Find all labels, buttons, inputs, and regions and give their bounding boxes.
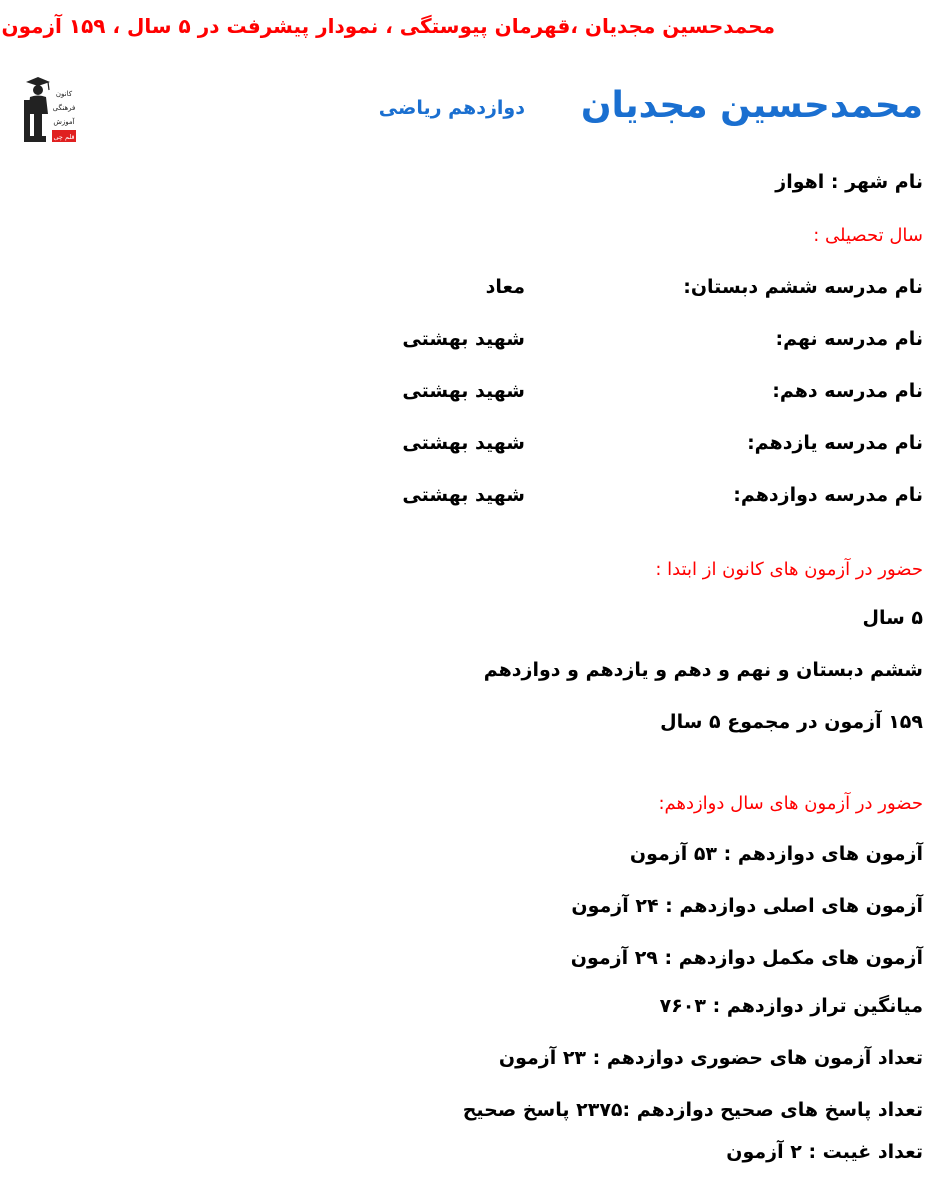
grade12-stat-line: آزمون های دوازدهم : ۵۳ آزمون [629,843,923,865]
student-name: محمدحسین مجدیان [580,85,923,126]
school-value: معاد [485,276,525,298]
school-value: شهید بهشتی [402,380,525,402]
school-label: نام مدرسه دوازدهم: [733,484,923,506]
grade12-stat-line: تعداد پاسخ های صحیح دوازدهم :۲۳۷۵ پاسخ صحیح [462,1099,923,1121]
attendance-start-line: ۱۵۹ آزمون در مجموع ۵ سال [660,711,923,733]
city-line: نام شهر : اهواز [775,171,923,193]
school-value: شهید بهشتی [402,432,525,454]
headline-banner: محمدحسین مجدیان ،قهرمان پیوستگی ، نمودار پیشرفت در ۵ سال ، ۱۵۹ آزمون [1,14,775,38]
school-label: نام مدرسه یازدهم: [747,432,923,454]
grade12-stat-line: آزمون های مکمل دوازدهم : ۲۹ آزمون [570,947,923,969]
grade12-stat-line: آزمون های اصلی دوازدهم : ۲۴ آزمون [571,895,923,917]
school-row [403,324,923,354]
student-field: دوازدهم ریاضی [378,97,525,119]
attendance-start-heading: حضور در آزمون های کانون از ابتدا : [655,559,923,580]
school-row [403,272,923,302]
school-label: نام مدرسه ششم دبستان: [683,276,923,298]
attendance-start-line: ششم دبستان و نهم و دهم و یازدهم و دوازدهم [483,659,923,681]
svg-text:آموزش: آموزش [53,118,75,126]
svg-text:کانون: کانون [55,90,73,98]
grade12-stat-line: تعداد آزمون های حضوری دوازدهم : ۲۳ آزمون [498,1047,923,1069]
school-label: نام مدرسه نهم: [775,328,923,350]
graduate-logo-icon [22,70,78,150]
grade12-stat-line: تعداد غیبت : ۲ آزمون [726,1141,923,1163]
attendance-grade12-heading: حضور در آزمون های سال دوازدهم: [658,793,923,814]
academic-years-heading: سال تحصیلی : [813,225,923,246]
school-row [403,480,923,510]
school-row [403,428,923,458]
kanoon-logo [22,70,78,150]
svg-text:فرهنگی: فرهنگی [52,104,76,112]
school-label: نام مدرسه دهم: [772,380,923,402]
school-value: شهید بهشتی [402,328,525,350]
school-value: شهید بهشتی [402,484,525,506]
grade12-stat-line: میانگین تراز دوازدهم : ۷۶۰۳ [659,995,923,1017]
attendance-start-line: ۵ سال [862,607,923,629]
school-row [403,376,923,406]
svg-text:قلم چی: قلم چی [53,133,75,141]
